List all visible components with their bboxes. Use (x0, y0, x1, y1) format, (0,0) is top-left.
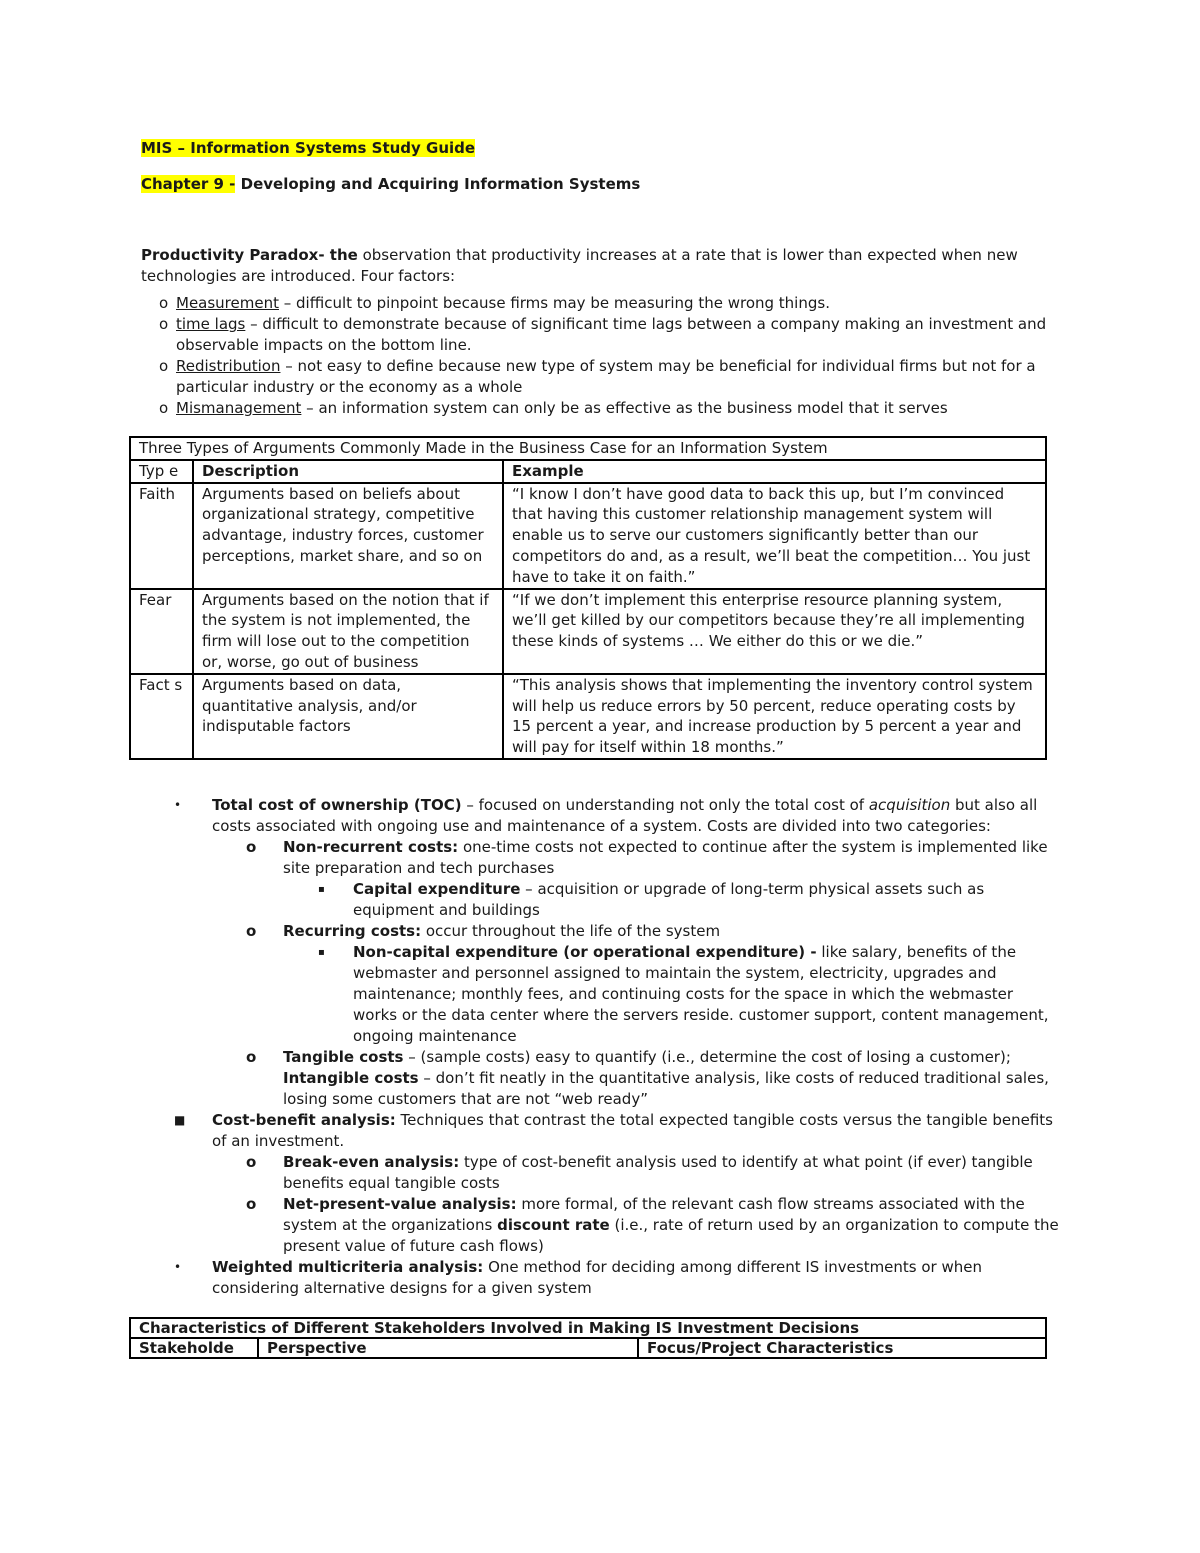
circle-bullet-icon: o (159, 399, 169, 417)
nonrecurring-item: o Non-recurrent costs: one-time costs not expected to continue after the system is implemented like site preparation and tech purchases (246, 837, 1048, 877)
doc-title: MIS – Information Systems Study Guide (141, 139, 476, 157)
row-description: Arguments based on data, quantitative analysis, and/or indisputable factors (193, 674, 503, 759)
row-example: “This analysis shows that implementing the inventory control system will help us reduce errors by 50 percent, reduce operating costs by 15 percent a year, and increase production by 5 percent a year and will pay for itself within 18 months.” (503, 674, 1046, 759)
row-description: Arguments based on beliefs about organizational strategy, competitive advantage, industry forces, customer perceptions, market share, and so on (193, 483, 503, 589)
toc-item: • Total cost of ownership (TOC) – focused on understanding not only the total cost of acquisition but also all costs associated with ongoing use and maintenance of a system. Costs are divided into two categories: (174, 795, 1038, 835)
stakeholders-table-header (130, 1338, 1046, 1358)
factor-item: o time lags – difficult to demonstrate because of significant time lags between a company making an investment and observable impacts on the bottom line. (159, 315, 1047, 354)
header-type: Typ e (130, 460, 193, 483)
bullet-icon: • (174, 1259, 182, 1274)
row-type: Fear (130, 589, 193, 674)
wma-item: • Weighted multicriteria analysis: One method for deciding among different IS investments or when considering alternative designs for a given system (174, 1257, 983, 1297)
stakeholders-table (129, 1317, 1047, 1359)
bullet-icon: • (174, 797, 182, 812)
table-row (130, 589, 1046, 674)
bullet-icon: ■ (174, 1112, 186, 1127)
recurring-item: o Recurring costs: occur throughout the life of the system (246, 921, 721, 940)
row-type: Fact s (130, 674, 193, 759)
header-perspective: Perspective (258, 1338, 638, 1358)
header-focus: Focus/Project Characteristics (638, 1338, 1046, 1358)
opex-item: ▪ Non-capital expenditure (or operational expenditure) - like salary, benefits of the webmaster and personnel assigned to maintain the system, electricity, upgrades and maintenance; monthly fees, and continuing costs for the space in which the webmaster works or the data center where the servers reside. customer support, content management, ongoing maintenance (318, 942, 1049, 1045)
cba-item: ■ Cost-benefit analysis: Techniques that contrast the total expected tangible costs versus the tangible benefits of an investment. (174, 1110, 1053, 1150)
header-stakeholder: Stakeholde (130, 1338, 258, 1358)
factor-item: o Redistribution – not easy to define because new type of system may be beneficial for individual firms but not for a particular industry or the economy as a whole (159, 357, 1036, 396)
chapter-title: Developing and Acquiring Information Systems (235, 175, 641, 193)
row-description: Arguments based on the notion that if the system is not implemented, the firm will lose out to the competition or, worse, go out of business (193, 589, 503, 674)
factors-list (141, 293, 1061, 419)
productivity-paradox-paragraph: Productivity Paradox- the observation that productivity increases at a rate that is lower than expected when new technologies are introduced. Four factors: (141, 246, 1018, 285)
table-row (130, 483, 1046, 589)
tangible-item: o Tangible costs – (sample costs) easy to quantify (i.e., determine the cost of losing a customer); Intangible costs – don’t fit neatly in the quantitative analysis, like costs of reduced traditional sales, losing some customers that are not “web ready” (246, 1047, 1049, 1108)
circle-bullet-icon: o (246, 1152, 257, 1171)
square-bullet-icon: ▪ (318, 883, 325, 895)
arguments-table (129, 436, 1047, 760)
circle-bullet-icon: o (159, 294, 169, 312)
header-description: Description (193, 460, 503, 483)
circle-bullet-icon: o (246, 921, 257, 940)
chapter-heading (141, 174, 1061, 195)
stakeholders-table-caption: Characteristics of Different Stakeholders Involved in Making IS Investment Decisions (130, 1318, 1046, 1338)
concepts-list (141, 795, 1061, 1299)
chapter-label: Chapter 9 - (141, 175, 236, 193)
row-example: “I know I don’t have good data to back this up, but I’m convinced that having this customer relationship management system will enable us to serve our customers significantly better than our competitors do and, as a result, we’ll beat the competition… You just have to take it on faith.” (503, 483, 1046, 589)
header-example: Example (503, 460, 1046, 483)
row-type: Faith (130, 483, 193, 589)
row-example: “If we don’t implement this enterprise resource planning system, we’ll get killed by our competitors because they’re all implementing these kinds of systems … We either do this or we die.” (503, 589, 1046, 674)
arguments-table-header (130, 460, 1046, 483)
arguments-table-caption: Three Types of Arguments Commonly Made in the Business Case for an Information System (130, 437, 1046, 460)
npv-item: o Net-present-value analysis: more formal, of the relevant cash flow streams associated with the system at the organizations discount rate (i.e., rate of return used by an organization to compute the present value of future cash flows) (246, 1194, 1059, 1255)
circle-bullet-icon: o (159, 357, 169, 375)
table-row (130, 674, 1046, 759)
circle-bullet-icon: o (159, 315, 169, 333)
capex-item: ▪ Capital expenditure – acquisition or upgrade of long-term physical assets such as equipment and buildings (318, 879, 985, 919)
factor-item: o Mismanagement – an information system can only be as effective as the business model that it serves (159, 399, 948, 417)
circle-bullet-icon: o (246, 1047, 257, 1066)
circle-bullet-icon: o (246, 1194, 257, 1213)
circle-bullet-icon: o (246, 837, 257, 856)
document-page (141, 138, 1061, 1359)
factor-item: o Measurement – difficult to pinpoint because firms may be measuring the wrong things. (159, 294, 830, 312)
breakeven-item: o Break-even analysis: type of cost-benefit analysis used to identify at what point (if ever) tangible benefits equal tangible costs (246, 1152, 1033, 1192)
square-bullet-icon: ▪ (318, 946, 325, 958)
